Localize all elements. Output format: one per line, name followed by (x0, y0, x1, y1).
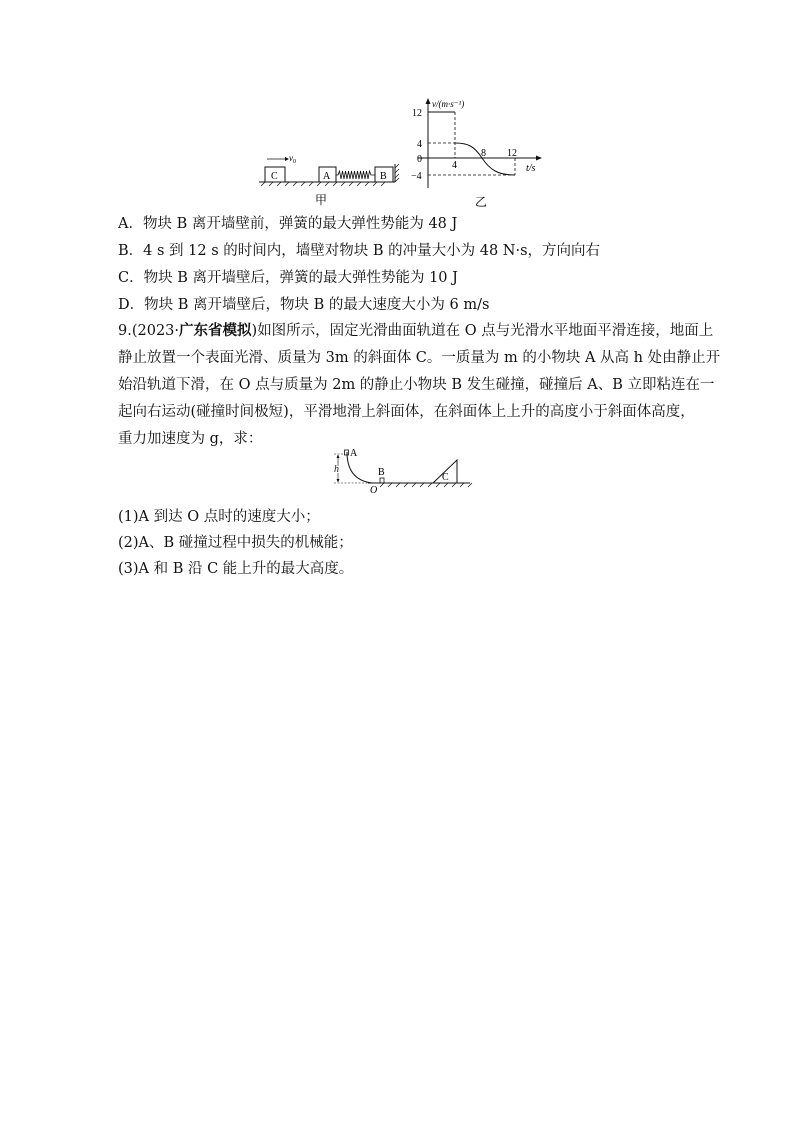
figure-jia-drawing (255, 150, 405, 210)
q9-source-close: ) (251, 323, 258, 339)
point-o-label: O (370, 485, 378, 493)
figure-yi (408, 98, 558, 210)
y-axis-label: v/(m·s⁻¹) (432, 99, 465, 109)
height-label: h (334, 464, 339, 475)
q9-line-1-text: 如图所示，固定光滑曲面轨道在 O 点与光滑水平地面平滑连接，地面上 (257, 323, 714, 339)
q9-line-1 (118, 320, 713, 342)
figure-jia-caption: 甲 (315, 193, 328, 207)
x-tick-8: 8 (481, 148, 486, 159)
x-tick-12: 12 (507, 148, 517, 159)
y-tick-neg4: −4 (411, 171, 422, 182)
q9-number: 9. (118, 323, 132, 339)
y-tick-12: 12 (412, 108, 422, 119)
block-b-label: B (380, 171, 387, 182)
block-b-label: B (378, 467, 385, 478)
option-a: A．物块 B 离开墙壁前，弹簧的最大弹性势能为 48 J (118, 216, 458, 232)
option-b: B．4 s 到 12 s 的时间内，墙壁对物块 B 的冲量大小为 48 N·s，方向向右 (118, 243, 601, 259)
sub-question-3: (3)A 和 B 沿 C 能上升的最大高度。 (118, 561, 354, 577)
q9-source-open: (2023· (131, 323, 180, 339)
sub-question-1: (1)A 到达 O 点时的速度大小； (118, 509, 320, 525)
block-b (380, 478, 384, 483)
q9-source: 广东省模拟 (179, 322, 252, 339)
figure-yi-caption: 乙 (475, 195, 488, 209)
spring (336, 171, 375, 179)
option-d: D．物块 B 离开墙壁后，物块 B 的最大速度大小为 6 m/s (118, 297, 490, 313)
q9-line-2: 静止放置一个表面光滑、质量为 3m 的斜面体 C。一质量为 m 的小物块 A 从高 h 处由静止开 (118, 350, 721, 366)
block-a-label: A (350, 448, 358, 459)
q9-line-4: 起向右运动(碰撞时间极短)，平滑地滑上斜面体，在斜面体上上升的高度小于斜面体高度， (118, 404, 695, 420)
figure-q9-drawing (330, 443, 475, 493)
v0-label: $v_0$ (289, 153, 296, 165)
figure-jia (255, 150, 405, 210)
incline-c-label: C (442, 472, 449, 483)
sub-question-2: (2)A、B 碰撞过程中损失的机械能； (118, 535, 353, 551)
option-c: C．物块 B 离开墙壁后，弹簧的最大弹性势能为 10 J (118, 270, 458, 286)
y-tick-4: 4 (417, 139, 422, 150)
figure-yi-graph (408, 98, 558, 210)
block-c-label: C (271, 171, 278, 182)
block-a (345, 450, 349, 455)
block-a-label: A (323, 171, 331, 182)
x-axis-label: t/s (526, 163, 536, 174)
q9-line-5: 重力加速度为 g，求： (118, 431, 263, 447)
q9-line-3: 始沿轨道下滑，在 O 点与质量为 2m 的静止小物块 B 发生碰撞，碰撞后 A、B 立即粘连在一 (118, 377, 715, 393)
figure-q9 (330, 443, 475, 493)
y-tick-0: 0 (417, 154, 422, 165)
x-tick-4: 4 (452, 160, 457, 171)
